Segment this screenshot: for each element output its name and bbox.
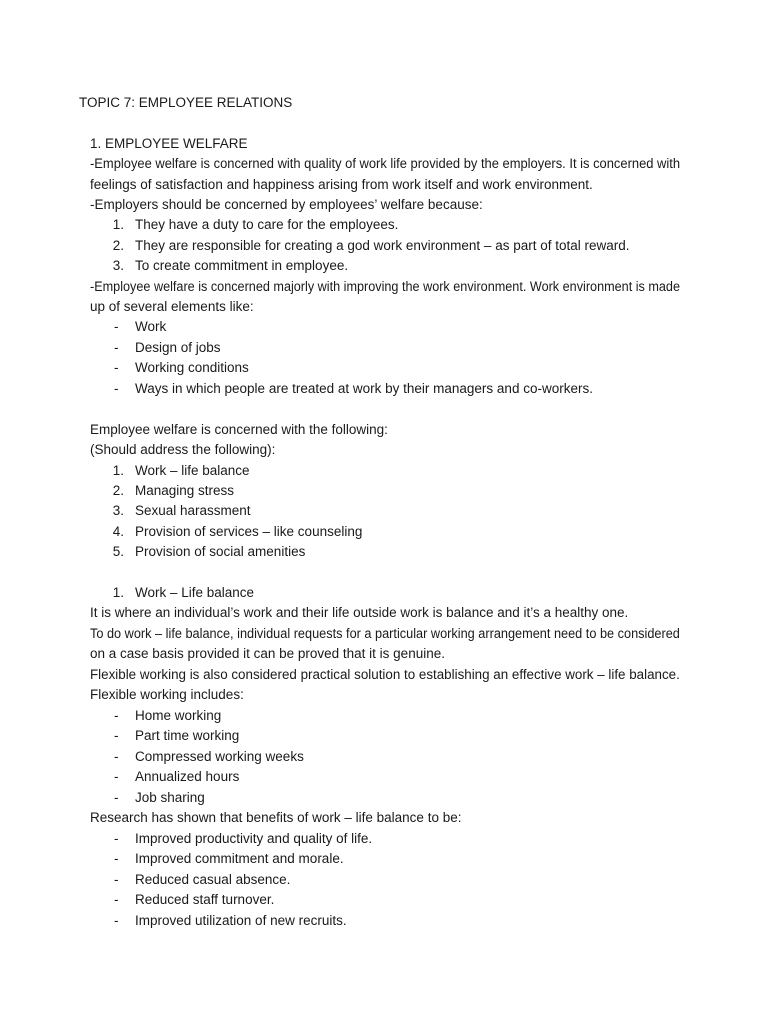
list-number: 1.	[112, 217, 124, 232]
list-item-text: Part time working	[135, 728, 240, 743]
subsection-number: 1.	[112, 585, 124, 600]
list-item-text: Reduced casual absence.	[135, 872, 291, 887]
doc-title: TOPIC 7: EMPLOYEE RELATIONS	[79, 95, 293, 110]
list-number: 2.	[112, 483, 124, 498]
dash-bullet: -	[114, 913, 119, 928]
dash-bullet: -	[114, 340, 119, 355]
list-item-text: Home working	[135, 708, 222, 723]
list-item-text: Design of jobs	[135, 340, 221, 355]
dash-bullet: -	[114, 381, 119, 396]
list-item-text: Improved productivity and quality of life.	[135, 831, 373, 846]
paragraph-line: feelings of satisfaction and happiness arising from work itself and work environment.	[90, 177, 593, 192]
paragraph-line: To do work – life balance, individual requests for a particular working arrangement need to be considered	[90, 626, 680, 641]
list-item-text: Managing stress	[135, 483, 235, 498]
list-item-text: Ways in which people are treated at work by their managers and co-workers.	[135, 381, 593, 396]
list-item-text: Working conditions	[135, 360, 249, 375]
list-item-text: Annualized hours	[135, 769, 240, 784]
list-item-text: Job sharing	[135, 790, 205, 805]
paragraph-line: Research has shown that benefits of work – life balance to be:	[90, 810, 462, 825]
dash-bullet: -	[114, 790, 119, 805]
paragraph-line: Employee welfare is concerned with the following:	[90, 422, 388, 437]
dash-bullet: -	[114, 319, 119, 334]
dash-bullet: -	[114, 892, 119, 907]
list-item-text: Improved utilization of new recruits.	[135, 913, 347, 928]
dash-bullet: -	[114, 851, 119, 866]
section-heading-employee-welfare: 1. EMPLOYEE WELFARE	[90, 136, 248, 151]
subsection-title: Work – Life balance	[135, 585, 255, 600]
list-item-text: Reduced staff turnover.	[135, 892, 275, 907]
list-item-text: They have a duty to care for the employees.	[135, 217, 399, 232]
list-number: 3.	[112, 503, 124, 518]
list-item-text: Work	[135, 319, 167, 334]
paragraph-line: (Should address the following):	[90, 442, 276, 457]
paragraph-line: -Employee welfare is concerned with quality of work life provided by the employers. It is concerned with	[90, 156, 681, 171]
list-number: 3.	[112, 258, 124, 273]
list-item-text: Work – life balance	[135, 463, 250, 478]
list-number: 4.	[112, 524, 124, 539]
paragraph-line: on a case basis provided it can be proved that it is genuine.	[90, 646, 445, 661]
list-item-text: They are responsible for creating a god work environment – as part of total reward.	[135, 238, 630, 253]
list-item-text: Compressed working weeks	[135, 749, 304, 764]
list-item-text: To create commitment in employee.	[135, 258, 349, 273]
list-item-text: Provision of services – like counseling	[135, 524, 363, 539]
list-item-text: Provision of social amenities	[135, 544, 306, 559]
paragraph-line: up of several elements like:	[90, 299, 254, 314]
dash-bullet: -	[114, 708, 119, 723]
list-number: 5.	[112, 544, 124, 559]
dash-bullet: -	[114, 360, 119, 375]
dash-bullet: -	[114, 831, 119, 846]
dash-bullet: -	[114, 872, 119, 887]
paragraph-line: Flexible working includes:	[90, 687, 244, 702]
list-number: 2.	[112, 238, 124, 253]
paragraph-line: Flexible working is also considered practical solution to establishing an effective work – life balance.	[90, 667, 680, 682]
list-item-text: Sexual harassment	[135, 503, 251, 518]
list-item-text: Improved commitment and morale.	[135, 851, 344, 866]
dash-bullet: -	[114, 749, 119, 764]
dash-bullet: -	[114, 769, 119, 784]
paragraph-line: It is where an individual’s work and their life outside work is balance and it’s a healthy one.	[90, 605, 629, 620]
list-number: 1.	[112, 463, 124, 478]
dash-bullet: -	[114, 728, 119, 743]
paragraph-line: -Employee welfare is concerned majorly with improving the work environment. Work environment is made	[90, 279, 681, 294]
paragraph-line: -Employers should be concerned by employees’ welfare because:	[90, 197, 483, 212]
